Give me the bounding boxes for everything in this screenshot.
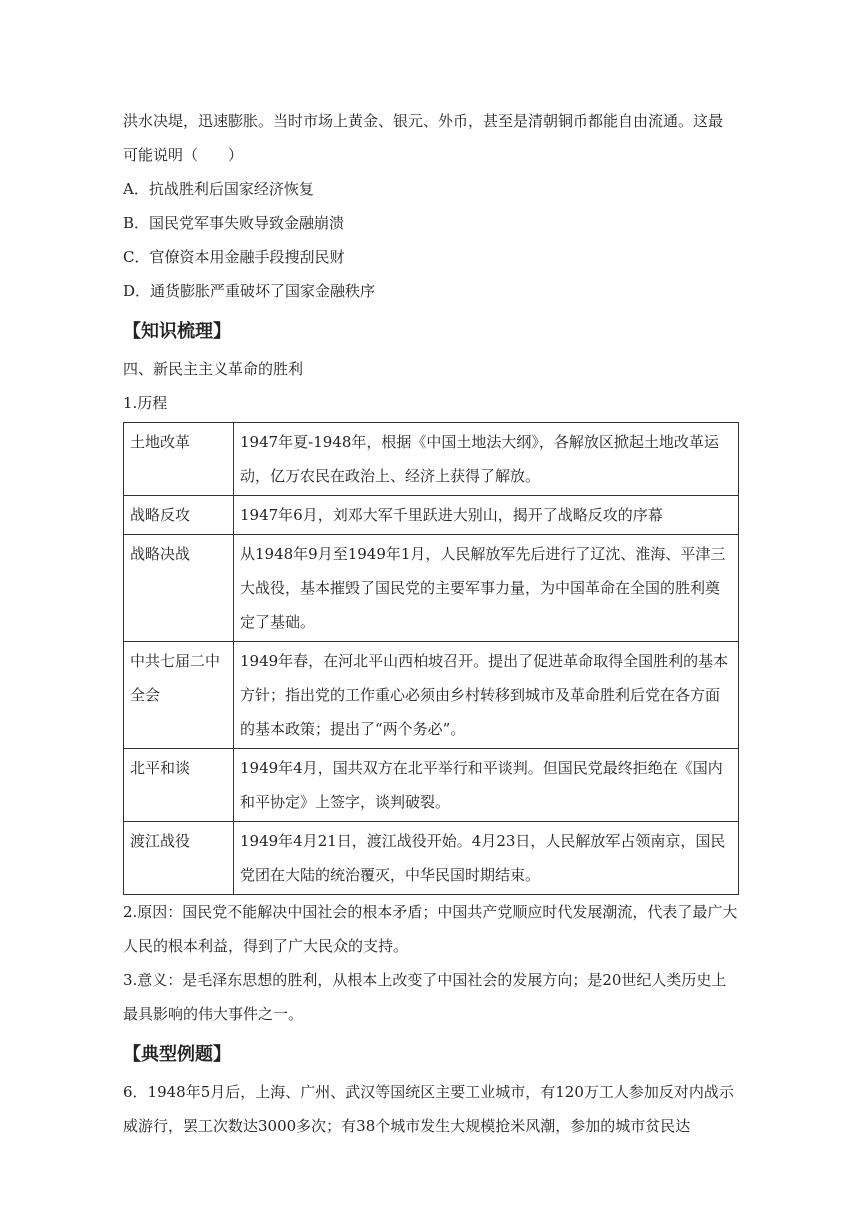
row-text: 1949年4月，国共双方在北平举行和平谈判。但国民党最终拒绝在《国内和平协定》上签字，谈判破裂。: [234, 749, 739, 822]
table-row: [124, 822, 739, 895]
table-row: [124, 642, 739, 749]
option-a: A．抗战胜利后国家经济恢复: [123, 180, 314, 198]
option-b: B．国民党军事失败导致金融崩溃: [123, 214, 345, 232]
question-tail-line-1: 洪水决堤，迅速膨胀。当时市场上黄金、银元、外币，甚至是清朝铜币都能自由流通。这最: [123, 112, 724, 130]
significance-paragraph: 3.意义：是毛泽东思想的胜利，从根本上改变了中国社会的发展方向；是20世纪人类历史上最具影响的伟大事件之一。: [123, 971, 727, 1023]
table-row: [124, 496, 739, 535]
row-label: 渡江战役: [124, 822, 234, 895]
row-text: 1947年夏-1948年，根据《中国土地法大纲》，各解放区掀起土地改革运动，亿万农民在政治上、经济上获得了解放。: [234, 423, 739, 496]
option-c: C．官僚资本用金融手段搜刮民财: [123, 248, 345, 266]
knowledge-subtitle: 四、新民主主义革命的胜利: [123, 360, 304, 378]
row-text: 1949年春，在河北平山西柏坡召开。提出了促进革命取得全国胜利的基本方针；指出党的工作重心必须由乡村转移到城市及革命胜利后党在各方面的基本政策；提出了“两个务必”。: [234, 642, 739, 749]
reason-paragraph: 2.原因：国民党不能解决中国社会的根本矛盾；中国共产党顺应时代发展潮流，代表了最广大人民的根本利益，得到了广大民众的支持。: [123, 903, 738, 955]
row-text: 从1948年9月至1949年1月，人民解放军先后进行了辽沈、淮海、平津三大战役，基本摧毁了国民党的主要军事力量，为中国革命在全国的胜利奠定了基础。: [234, 535, 739, 642]
answer-options: [123, 172, 739, 308]
knowledge-heading: 【知识梳理】: [123, 321, 231, 342]
question-tail-line-2: 可能说明（ ）: [123, 146, 244, 164]
process-table: [123, 422, 739, 895]
example-question: 6．1948年5月后，上海、广州、武汉等国统区主要工业城市，有120万工人参加反对内战示威游行，罢工次数达3000多次；有38个城市发生大规模抢米风潮，参加的城市贫民达: [123, 1083, 734, 1135]
document-page: [123, 104, 739, 1143]
row-label: 战略反攻: [124, 496, 234, 535]
row-text: 1947年6月，刘邓大军千里跃进大别山，揭开了战略反攻的序幕: [234, 496, 739, 535]
row-label: 北平和谈: [124, 749, 234, 822]
example-heading: 【典型例题】: [123, 1044, 231, 1065]
row-label: 战略决战: [124, 535, 234, 642]
row-text: 1949年4月21日，渡江战役开始。4月23日，人民解放军占领南京，国民党团在大陆的统治覆灭，中华民国时期结束。: [234, 822, 739, 895]
option-d: D．通货膨胀严重破坏了国家金融秩序: [123, 282, 376, 300]
table-row: [124, 423, 739, 496]
table-row: [124, 749, 739, 822]
row-label: 中共七届二中全会: [124, 642, 234, 749]
row-label: 土地改革: [124, 423, 234, 496]
process-label: 1.历程: [123, 394, 168, 412]
table-row: [124, 535, 739, 642]
